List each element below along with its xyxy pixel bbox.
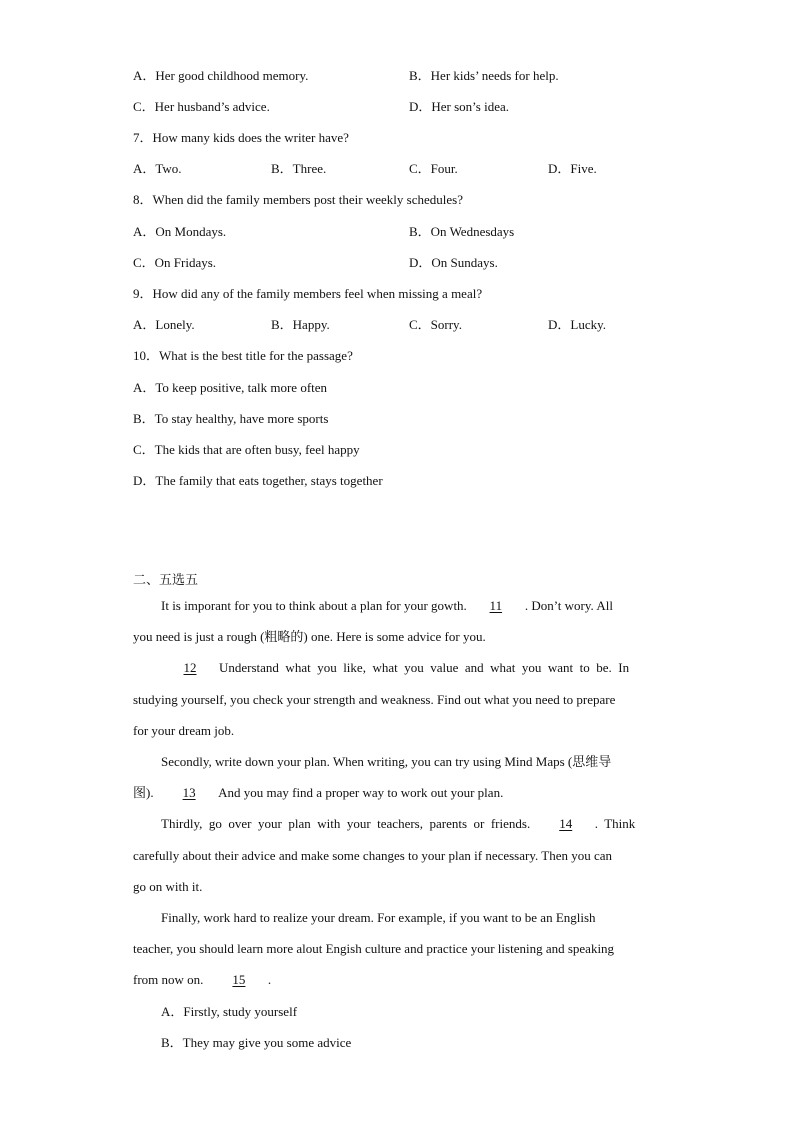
- q7-stem: 7．How many kids does the writer have?: [133, 130, 349, 145]
- paragraph-2-line-2: studying yourself, you check your strength and weakness. Find out what you need to prepare: [133, 692, 616, 707]
- paragraph-5-line-3: [133, 972, 271, 988]
- text-span: . Think: [594, 816, 636, 831]
- q9-stem: 9．How did any of the family members feel when missing a meal?: [133, 286, 483, 301]
- q6-option-d: D．Her son’s idea.: [409, 99, 510, 114]
- q10-stem: 10．What is the best title for the passage?: [133, 348, 353, 363]
- text-span: 图).: [133, 785, 154, 800]
- blank-15: 15: [232, 972, 246, 987]
- q8-option-b: B．On Wednesdays: [409, 224, 515, 239]
- paragraph-2-line-1: [161, 660, 629, 676]
- text-span: . Don’t wory. All: [524, 598, 613, 613]
- blank-12: 12: [183, 660, 197, 675]
- text-span: It is imporant for you to think about a plan for your gowth.: [161, 598, 467, 613]
- q6-option-b: B．Her kids’ needs for help.: [409, 68, 559, 83]
- blank-14: 14: [559, 816, 573, 831]
- text-span: .: [267, 972, 272, 987]
- paragraph-4-line-2: carefully about their advice and make some changes to your plan if necessary. Then you can: [133, 848, 613, 863]
- q6-option-a: A．Her good childhood memory.: [133, 68, 309, 83]
- q6-option-c: C．Her husband’s advice.: [133, 99, 270, 114]
- q8-stem: 8．When did the family members post their weekly schedules?: [133, 192, 463, 207]
- paragraph-1-line-2: you need is just a rough (粗略的) one. Here is some advice for you.: [133, 629, 486, 644]
- q10-option-a: A．To keep positive, talk more often: [133, 380, 328, 395]
- q9-option-b: B．Happy.: [271, 317, 330, 332]
- q8-option-a: A．On Mondays.: [133, 224, 227, 239]
- paragraph-4-line-1: [161, 816, 635, 832]
- q9-option-a: A．Lonely.: [133, 317, 195, 332]
- section-title: 二、五选五: [133, 573, 199, 588]
- paragraph-2-line-3: for your dream job.: [133, 723, 235, 738]
- q10-option-d: D．The family that eats together, stays together: [133, 473, 383, 488]
- paragraph-5-line-1: Finally, work hard to realize your dream. For example, if you want to be an English: [161, 910, 596, 925]
- q8-option-c: C．On Fridays.: [133, 255, 217, 270]
- text-span: Thirdly, go over your plan with your teachers, parents or friends.: [161, 816, 531, 831]
- paragraph-1-line-1: [161, 598, 613, 614]
- section2-option-b: B．They may give you some advice: [161, 1035, 352, 1050]
- text-span: from now on.: [133, 972, 204, 987]
- q8-option-d: D．On Sundays.: [409, 255, 498, 270]
- section2-option-a: A．Firstly, study yourself: [161, 1004, 298, 1019]
- q10-option-c: C．The kids that are often busy, feel happy: [133, 442, 360, 457]
- q10-option-b: B．To stay healthy, have more sports: [133, 411, 329, 426]
- q7-option-b: B．Three.: [271, 161, 327, 176]
- paragraph-3-line-2: [133, 785, 503, 801]
- blank-13: 13: [182, 785, 196, 800]
- paragraph-5-line-2: teacher, you should learn more alout Engish culture and practice your listening and speaking: [133, 941, 615, 956]
- blank-11: 11: [489, 598, 503, 613]
- q9-option-c: C．Sorry.: [409, 317, 462, 332]
- q7-option-c: C．Four.: [409, 161, 458, 176]
- paragraph-4-line-3: go on with it.: [133, 879, 203, 894]
- text-span: Understand what you like, what you value and what you want to be. In: [219, 660, 630, 675]
- q7-option-a: A．Two.: [133, 161, 182, 176]
- q7-option-d: D．Five.: [548, 161, 597, 176]
- q9-option-d: D．Lucky.: [548, 317, 607, 332]
- paragraph-3-line-1: Secondly, write down your plan. When writing, you can try using Mind Maps (思维导: [161, 754, 612, 769]
- text-span: And you may find a proper way to work out your plan.: [218, 785, 504, 800]
